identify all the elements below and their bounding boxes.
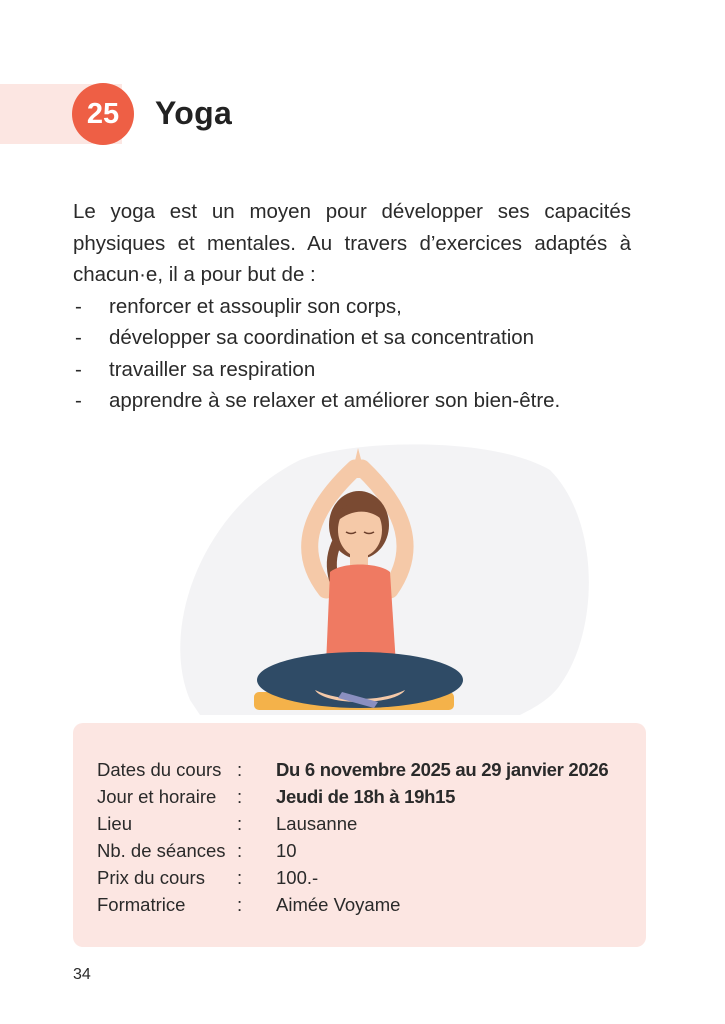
course-info-table <box>97 756 608 918</box>
list-item-text: renforcer et assouplir son corps, <box>109 294 402 318</box>
table-row <box>97 810 608 837</box>
list-item <box>73 385 631 417</box>
bullet-dash: - <box>75 326 82 349</box>
table-row <box>97 783 608 810</box>
info-separator: : <box>237 893 243 915</box>
info-label: Formatrice <box>97 893 186 915</box>
info-label: Jour et horaire <box>97 785 217 807</box>
table-row <box>97 837 608 864</box>
page-number: 34 <box>73 966 91 983</box>
bullet-dash: - <box>75 357 82 381</box>
info-label: Nb. de séances <box>97 839 226 861</box>
course-info-card <box>73 723 646 947</box>
section-number-badge: 25 <box>72 83 134 145</box>
info-separator: : <box>237 758 243 780</box>
info-separator: : <box>237 812 243 834</box>
info-separator: : <box>237 866 243 888</box>
info-label: Prix du cours <box>97 866 205 888</box>
list-item-text: développer sa coordination et sa concentration <box>109 326 535 349</box>
info-value: Du 6 novembre 2025 au 29 janvier 2026 <box>276 758 609 780</box>
goals-list <box>73 291 631 417</box>
bullet-dash: - <box>75 294 82 318</box>
yoga-illustration <box>160 440 600 715</box>
info-value: 10 <box>276 839 297 861</box>
intro-paragraph: Le yoga est un moyen pour développer ses capacités physiques et mentales. Au travers d’exercices adaptés à chacun·e, il a pour but de : <box>73 200 631 286</box>
tank-top <box>326 565 396 666</box>
info-label: Dates du cours <box>97 758 222 780</box>
list-item <box>73 322 631 354</box>
info-value: Jeudi de 18h à 19h15 <box>276 785 456 807</box>
table-row <box>97 864 608 891</box>
info-separator: : <box>237 785 243 807</box>
info-value: 100.- <box>276 866 319 888</box>
info-label: Lieu <box>97 812 132 834</box>
list-item-text: apprendre à se relaxer et améliorer son bien-être. <box>109 389 561 412</box>
list-item <box>73 354 631 386</box>
table-row <box>97 891 608 918</box>
intro <box>73 196 631 417</box>
list-item <box>73 291 631 323</box>
table-row <box>97 756 608 783</box>
info-value: Aimée Voyame <box>276 893 401 915</box>
info-value: Lausanne <box>276 812 358 834</box>
page-title: Yoga <box>155 95 233 131</box>
list-item-text: travailler sa respiration <box>109 357 316 381</box>
bullet-dash: - <box>75 389 82 412</box>
info-separator: : <box>237 839 243 861</box>
